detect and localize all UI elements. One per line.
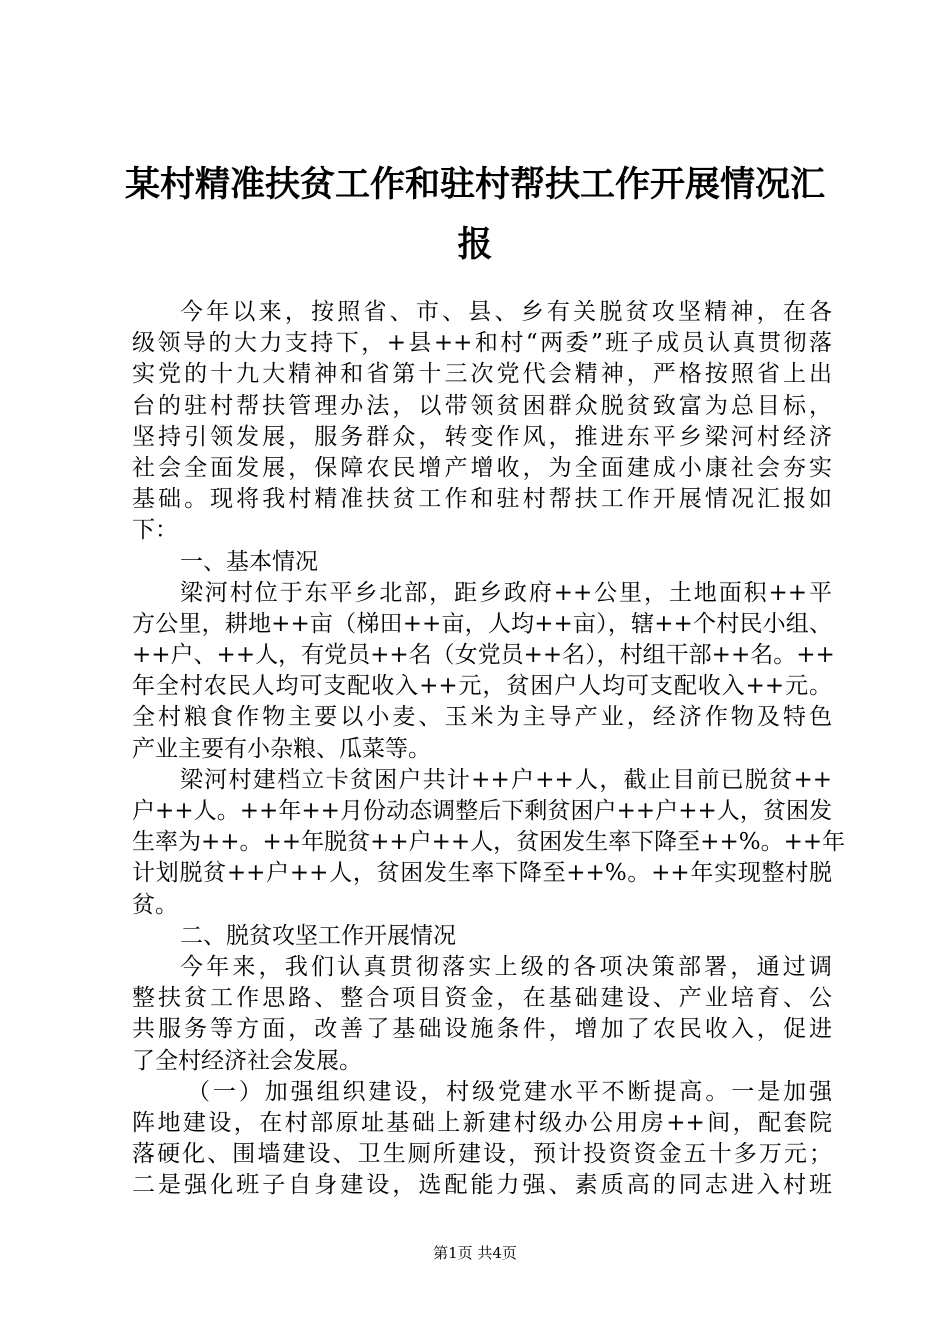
paragraph-line: 了全村经济社会发展。	[132, 1047, 362, 1074]
paragraph-line: 落硬化、围墙建设、卫生厕所建设，预计投资资金五十多万元；	[132, 1141, 832, 1168]
paragraph-line: （一）加强组织建设，村级党建水平不断提高。一是加强	[187, 1078, 832, 1105]
paragraph-line: 台的驻村帮扶管理办法，以带领贫困群众脱贫致富为总目标，	[132, 392, 832, 419]
paragraph-line: 户++人。++年++月份动态调整后下剩贫困户++户++人，贫困发	[132, 798, 832, 824]
paragraph-line: 基础。现将我村精准扶贫工作和驻村帮扶工作开展情况汇报如	[132, 486, 832, 513]
paragraph-line: 方公里，耕地++亩（梯田++亩，人均++亩），辖++个村民小组、	[132, 610, 832, 637]
paragraph-line: 贫。	[132, 891, 178, 918]
paragraph-line: 共服务等方面，改善了基础设施条件，增加了农民收入，促进	[132, 1016, 832, 1043]
paragraph-line: 级领导的大力支持下，+县++和村“两委”班子成员认真贯彻落	[132, 330, 832, 357]
paragraph-line: 产业主要有小杂粮、瓜菜等。	[132, 735, 431, 762]
paragraph-line: 今年以来，按照省、市、县、乡有关脱贫攻坚精神，在各	[180, 299, 832, 325]
page-number-footer: 第1页 共4页	[433, 1244, 517, 1262]
paragraph-line: 梁河村位于东平乡北部，距乡政府++公里，土地面积++平	[180, 579, 832, 606]
paragraph-line: 阵地建设，在村部原址基础上新建村级办公用房++间，配套院	[132, 1109, 832, 1136]
paragraph-line: 下：	[132, 517, 178, 544]
paragraph-line: 计划脱贫++户++人，贫困发生率下降至++%。++年实现整村脱	[132, 860, 832, 887]
paragraph-line: 整扶贫工作思路、整合项目资金，在基础建设、产业培育、公	[132, 985, 832, 1012]
paragraph-line: 生率为++。++年脱贫++户++人，贫困发生率下降至++%。++年	[132, 829, 846, 856]
section-heading: 一、基本情况	[180, 548, 318, 575]
paragraph-line: ++户、++人，有党员++名（女党员++名），村组干部++名。++	[132, 642, 835, 669]
document-title-continued: 报	[457, 224, 493, 265]
paragraph-line: 全村粮食作物主要以小麦、玉米为主导产业，经济作物及特色	[132, 704, 832, 731]
paragraph-line: 年全村农民人均可支配收入++元，贫困户人均可支配收入++元。	[132, 673, 832, 700]
paragraph-line: 坚持引领发展，服务群众，转变作风，推进东平乡梁河村经济	[132, 423, 832, 450]
document-body	[132, 297, 846, 1201]
paragraph-line: 梁河村建档立卡贫困户共计++户++人，截止目前已脱贫++	[180, 766, 832, 793]
paragraph-line: 二是强化班子自身建设，选配能力强、素质高的同志进入村班	[132, 1172, 832, 1199]
document-title: 某村精准扶贫工作和驻村帮扶工作开展情况汇	[124, 164, 825, 205]
paragraph-line: 社会全面发展，保障农民增产增收，为全面建成小康社会夯实	[132, 454, 832, 481]
paragraph-line: 实党的十九大精神和省第十三次党代会精神，严格按照省上出	[132, 361, 832, 388]
paragraph-line: 今年来，我们认真贯彻落实上级的各项决策部署，通过调	[180, 953, 832, 980]
section-heading: 二、脱贫攻坚工作开展情况	[180, 922, 456, 949]
